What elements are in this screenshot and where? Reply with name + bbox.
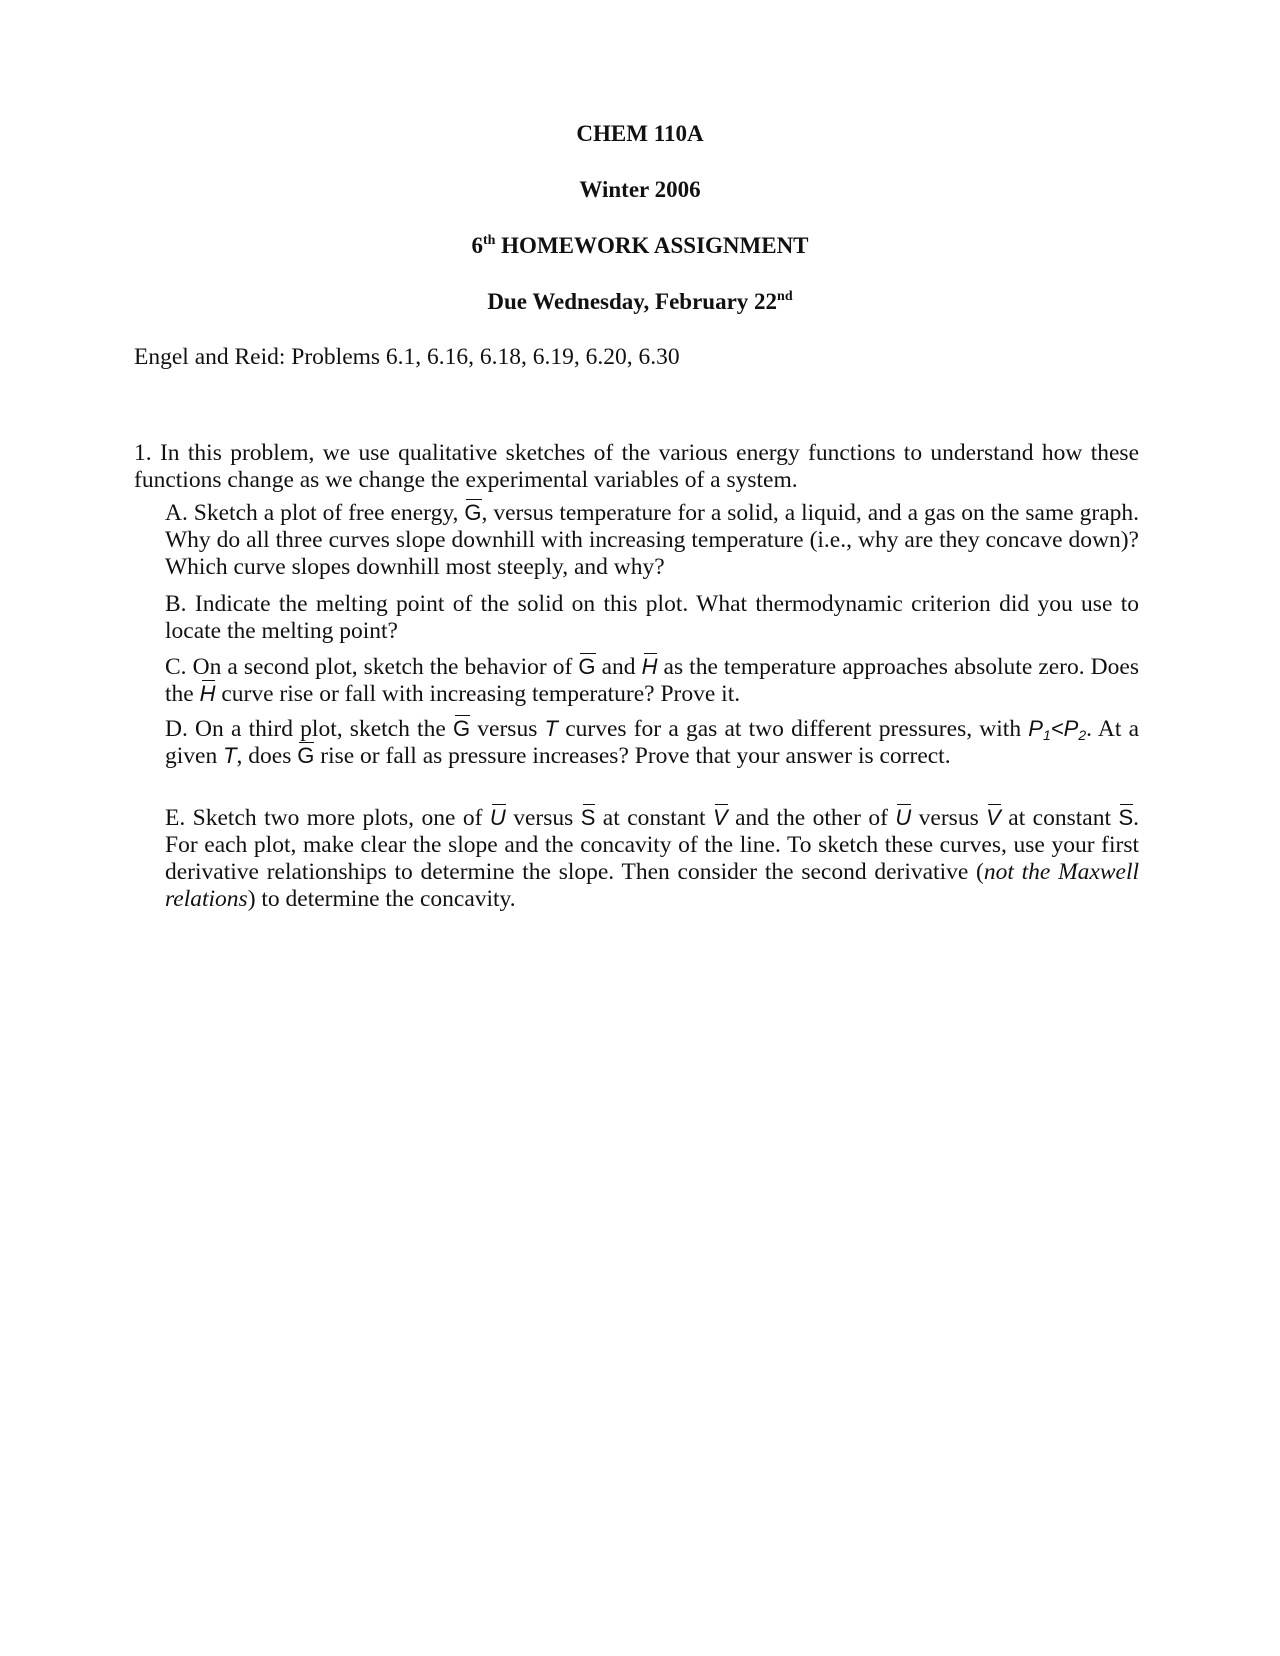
problem-1-part-d xyxy=(165,716,1139,770)
part-d-text-2: versus xyxy=(470,716,545,742)
part-e-text-1: E. Sketch two more plots, one of xyxy=(165,805,490,831)
problem-1-part-e xyxy=(165,805,1139,913)
term-heading xyxy=(0,176,1280,204)
assignment-title: HOMEWORK ASSIGNMENT xyxy=(501,233,809,258)
assigned-problems: Engel and Reid: Problems 6.1, 6.16, 6.18, 6.19, 6.20, 6.30 xyxy=(134,344,680,370)
due-date-suffix: nd xyxy=(777,289,793,304)
t-symbol: T xyxy=(223,743,237,768)
v-bar-symbol: V xyxy=(712,805,728,830)
g-bar-symbol: G xyxy=(464,500,482,525)
u-bar-symbol: U xyxy=(895,805,912,830)
part-a-text-1: A. Sketch a plot of free energy, xyxy=(165,500,465,526)
assignment-ordinal: 6 xyxy=(471,233,483,258)
course-title xyxy=(0,120,1280,148)
assignment-heading xyxy=(0,232,1280,264)
part-c-text-1: C. On a second plot, sketch the behavior of xyxy=(165,654,579,680)
h-bar-symbol: H xyxy=(641,654,658,679)
u-bar-symbol: U xyxy=(489,805,506,830)
part-e-text-4: and the other of xyxy=(727,805,896,831)
p-symbol: P xyxy=(1028,716,1043,741)
part-e-text-6: at constant xyxy=(1000,805,1119,831)
problem-1-part-a xyxy=(165,500,1139,581)
part-b-text-1: B. Indicate the melting point of the solid on this plot. What thermodynamic criterion did you use to locate the melting point? xyxy=(165,591,1139,644)
part-d-text-5: , does xyxy=(236,743,298,769)
v-bar-symbol: V xyxy=(986,805,1001,830)
part-e-text-3: at constant xyxy=(595,805,713,831)
subscript-1: 1 xyxy=(1042,727,1051,743)
g-bar-symbol: G xyxy=(297,743,315,768)
part-d-text-4: . At a given xyxy=(165,716,1140,769)
part-e-text-5: versus xyxy=(911,805,987,831)
part-c-text-2: and xyxy=(595,654,642,680)
part-d-text-3: curves for a gas at two different pressures, with xyxy=(558,716,1029,742)
part-e-emphasis: not the Maxwell relations xyxy=(165,859,1140,912)
course-title-text: CHEM 110A xyxy=(576,121,704,146)
problem-1-intro: 1. In this problem, we use qualitative sketches of the various energy functions to understand how these functions change as we change the experimental variables of a system. xyxy=(134,440,1139,493)
t-symbol: T xyxy=(544,716,558,741)
subscript-2: 2 xyxy=(1078,727,1087,743)
part-e-text-2: versus xyxy=(505,805,581,831)
part-c-text-3: as the temperature approaches absolute zero. Does the xyxy=(165,654,1139,707)
part-d-text-1: D. On a third plot, sketch the xyxy=(165,716,453,742)
part-c-text-4: curve rise or fall with increasing temperature? Prove it. xyxy=(215,681,741,707)
term-text: Winter 2006 xyxy=(579,177,701,202)
problem-1-part-b xyxy=(165,591,1139,645)
p1-lt-p2-expression xyxy=(1028,716,1087,743)
h-bar-symbol: H xyxy=(199,681,216,706)
s-bar-symbol: S xyxy=(580,805,596,830)
part-d-text-6: rise or fall as pressure increases? Prove that your answer is correct. xyxy=(314,743,951,769)
due-date-text: Due Wednesday, February 22 xyxy=(487,289,778,314)
p-symbol: P xyxy=(1063,716,1079,741)
g-bar-symbol: G xyxy=(452,716,471,741)
due-date-heading xyxy=(0,288,1280,320)
g-bar-symbol: G xyxy=(578,654,596,679)
s-bar-symbol: S xyxy=(1118,805,1134,830)
part-e-text-9: ) to determine the concavity. xyxy=(247,886,516,912)
part-e-text-7: . For each plot, make clear the slope and the concavity of the line. To sketch these curves, use your first derivative relationships to determine the slope. Then consider the second derivative ( xyxy=(165,805,1139,885)
assignment-ordinal-suffix: th xyxy=(482,233,496,248)
part-a-text-2: , versus temperature for a solid, a liquid, and a gas on the same graph. Why do all three curves slope downhill with increasing temperature (i.e., why are they concave down)? Which curve slopes downhill most steeply, and why? xyxy=(165,500,1139,580)
problem-1-part-c xyxy=(165,654,1139,708)
less-than-symbol: < xyxy=(1050,716,1064,741)
